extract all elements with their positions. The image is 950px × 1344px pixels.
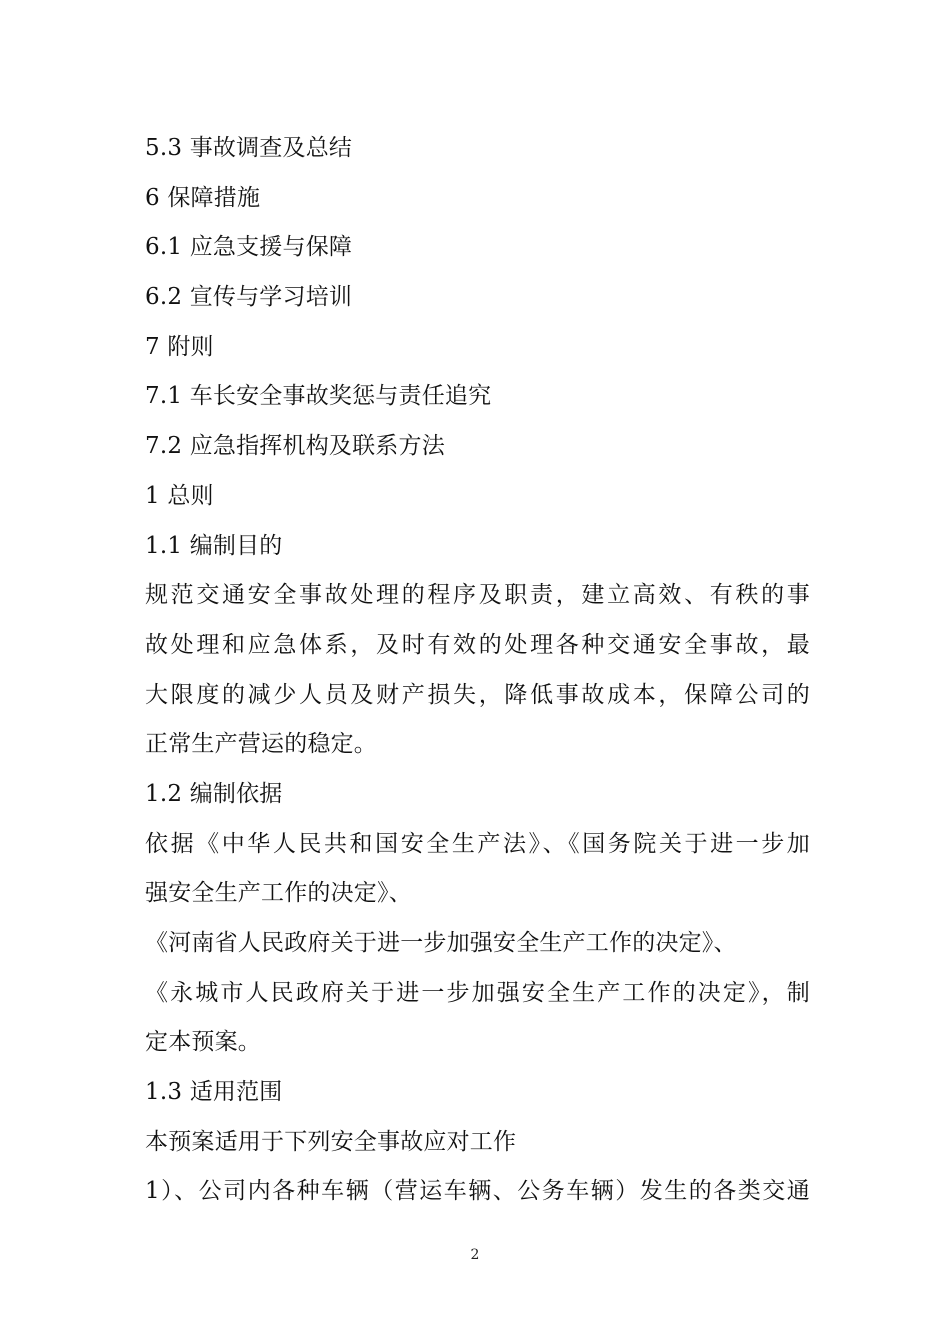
toc-line-7-2: 7.2 应急指挥机构及联系方法 (145, 433, 445, 460)
paragraph-line: 《永城市人民政府关于进一步加强安全生产工作的决定》，制 (145, 979, 810, 1006)
paragraph-line: 《河南省人民政府关于进一步加强安全生产工作的决定》、 (145, 930, 737, 956)
section-heading-1-3: 1.3 适用范围 (145, 1079, 283, 1106)
paragraph-line: 规范交通安全事故处理的程序及职责，建立高效、有秩的事 (145, 582, 810, 609)
toc-line-6: 6 保障措施 (145, 184, 261, 211)
toc-line-7-1: 7.1 车长安全事故奖惩与责任追究 (145, 383, 492, 410)
paragraph-line: 本预案适用于下列安全事故应对工作 (145, 1128, 517, 1155)
paragraph-line: 强安全生产工作的决定》、 (145, 880, 412, 907)
paragraph-line: 依据《中华人民共和国安全生产法》、《国务院关于进一步加 (145, 830, 810, 857)
paragraph-line: 大限度的减少人员及财产损失，降低事故成本，保障公司的 (145, 681, 810, 708)
section-heading-1-2: 1.2 编制依据 (145, 780, 283, 807)
page-number: 2 (470, 1247, 480, 1263)
toc-line-5-3: 5.3 事故调查及总结 (145, 135, 353, 161)
toc-line-6-2: 6.2 宣传与学习培训 (145, 284, 353, 311)
paragraph-line: 正常生产营运的稳定。 (145, 731, 377, 758)
document-body (145, 124, 810, 1217)
section-heading-1-1: 1.1 编制目的 (145, 532, 283, 559)
section-heading-1: 1 总则 (145, 482, 214, 509)
toc-line-7: 7 附则 (145, 333, 214, 360)
toc-line-6-1: 6.1 应急支援与保障 (145, 234, 353, 261)
paragraph-line: 故处理和应急体系，及时有效的处理各种交通安全事故，最 (145, 631, 810, 658)
paragraph-line: 定本预案。 (145, 1029, 261, 1056)
paragraph-line: 1）、公司内各种车辆（营运车辆、公务车辆）发生的各类交通 (145, 1178, 810, 1205)
